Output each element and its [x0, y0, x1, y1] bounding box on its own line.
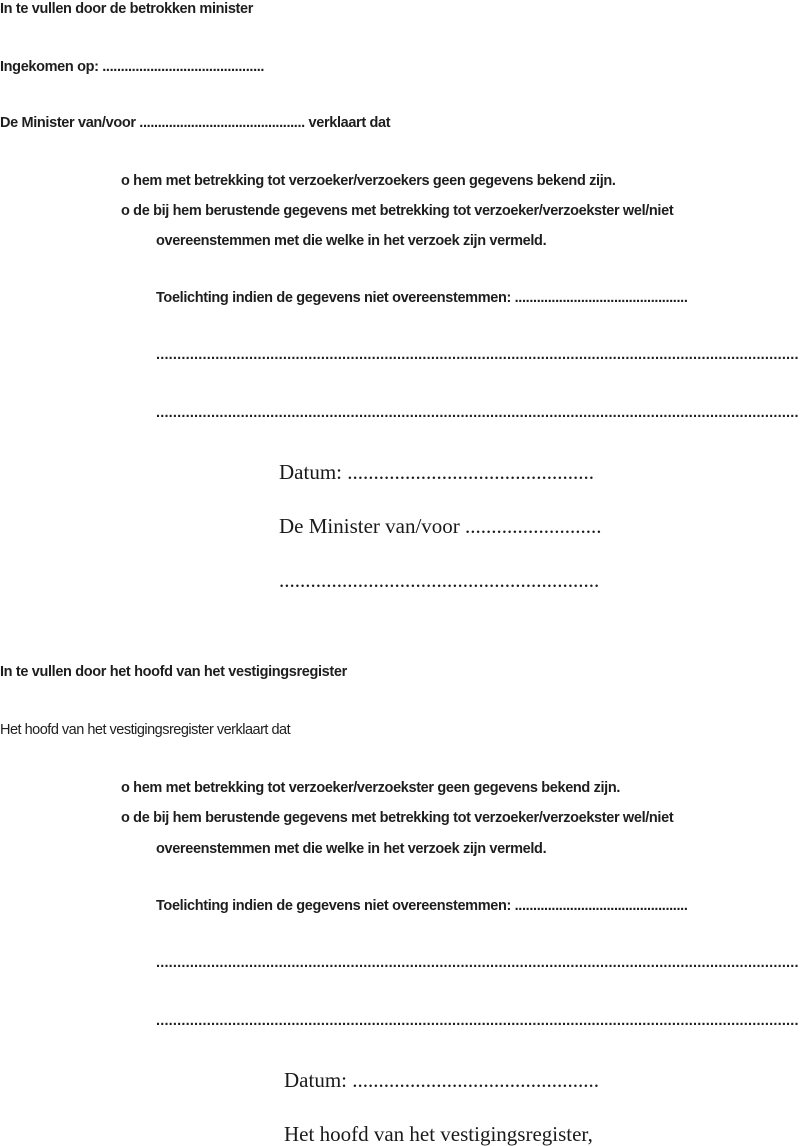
minister-explanation-line-1[interactable]: ........................................................................................................................................................	[156, 347, 799, 363]
minister-date-field[interactable]: Datum: ...............................................	[279, 460, 594, 484]
register-explanation-field[interactable]: Toelichting indien de gegevens niet overeenstemmen: ...............................................	[156, 898, 688, 914]
minister-option-data-match-cont: overeenstemmen met die welke in het verzoek zijn vermeld.	[156, 233, 547, 249]
register-option-data-match[interactable]: o de bij hem berustende gegevens met betrekking tot verzoeker/verzoekster wel/niet	[121, 810, 674, 826]
register-signer-label: Het hoofd van het vestigingsregister,	[284, 1122, 593, 1146]
minister-option-no-data[interactable]: o hem met betrekking tot verzoeker/verzoekers geen gegevens bekend zijn.	[121, 173, 616, 189]
register-option-data-match-cont: overeenstemmen met die welke in het verzoek zijn vermeld.	[156, 841, 547, 857]
minister-declaration: De Minister van/voor ............................................. verklaart dat	[0, 115, 391, 131]
register-option-no-data[interactable]: o hem met betrekking tot verzoeker/verzoekster geen gegevens bekend zijn.	[121, 780, 621, 796]
register-explanation-line-1[interactable]: ........................................................................................................................................................	[156, 955, 799, 971]
register-date-field[interactable]: Datum: ...............................................	[284, 1068, 599, 1092]
register-declaration: Het hoofd van het vestigingsregister verklaart dat	[0, 722, 291, 738]
minister-explanation-field[interactable]: Toelichting indien de gegevens niet overeenstemmen: ...............................................	[156, 290, 688, 306]
register-explanation-line-2[interactable]: ........................................................................................................................................................	[156, 1013, 799, 1029]
received-on-field[interactable]: Ingekomen op: ............................................	[0, 59, 265, 75]
minister-option-data-match[interactable]: o de bij hem berustende gegevens met betrekking tot verzoeker/verzoekster wel/niet	[121, 203, 674, 219]
register-section-heading: In te vullen door het hoofd van het vestigingsregister	[0, 664, 347, 680]
minister-signer-field[interactable]: De Minister van/voor ..........................	[279, 514, 602, 538]
minister-explanation-line-2[interactable]: ........................................................................................................................................................	[156, 405, 799, 421]
minister-section-heading: In te vullen door de betrokken minister	[0, 1, 254, 17]
minister-signature-field[interactable]: .............................................................	[279, 568, 600, 592]
